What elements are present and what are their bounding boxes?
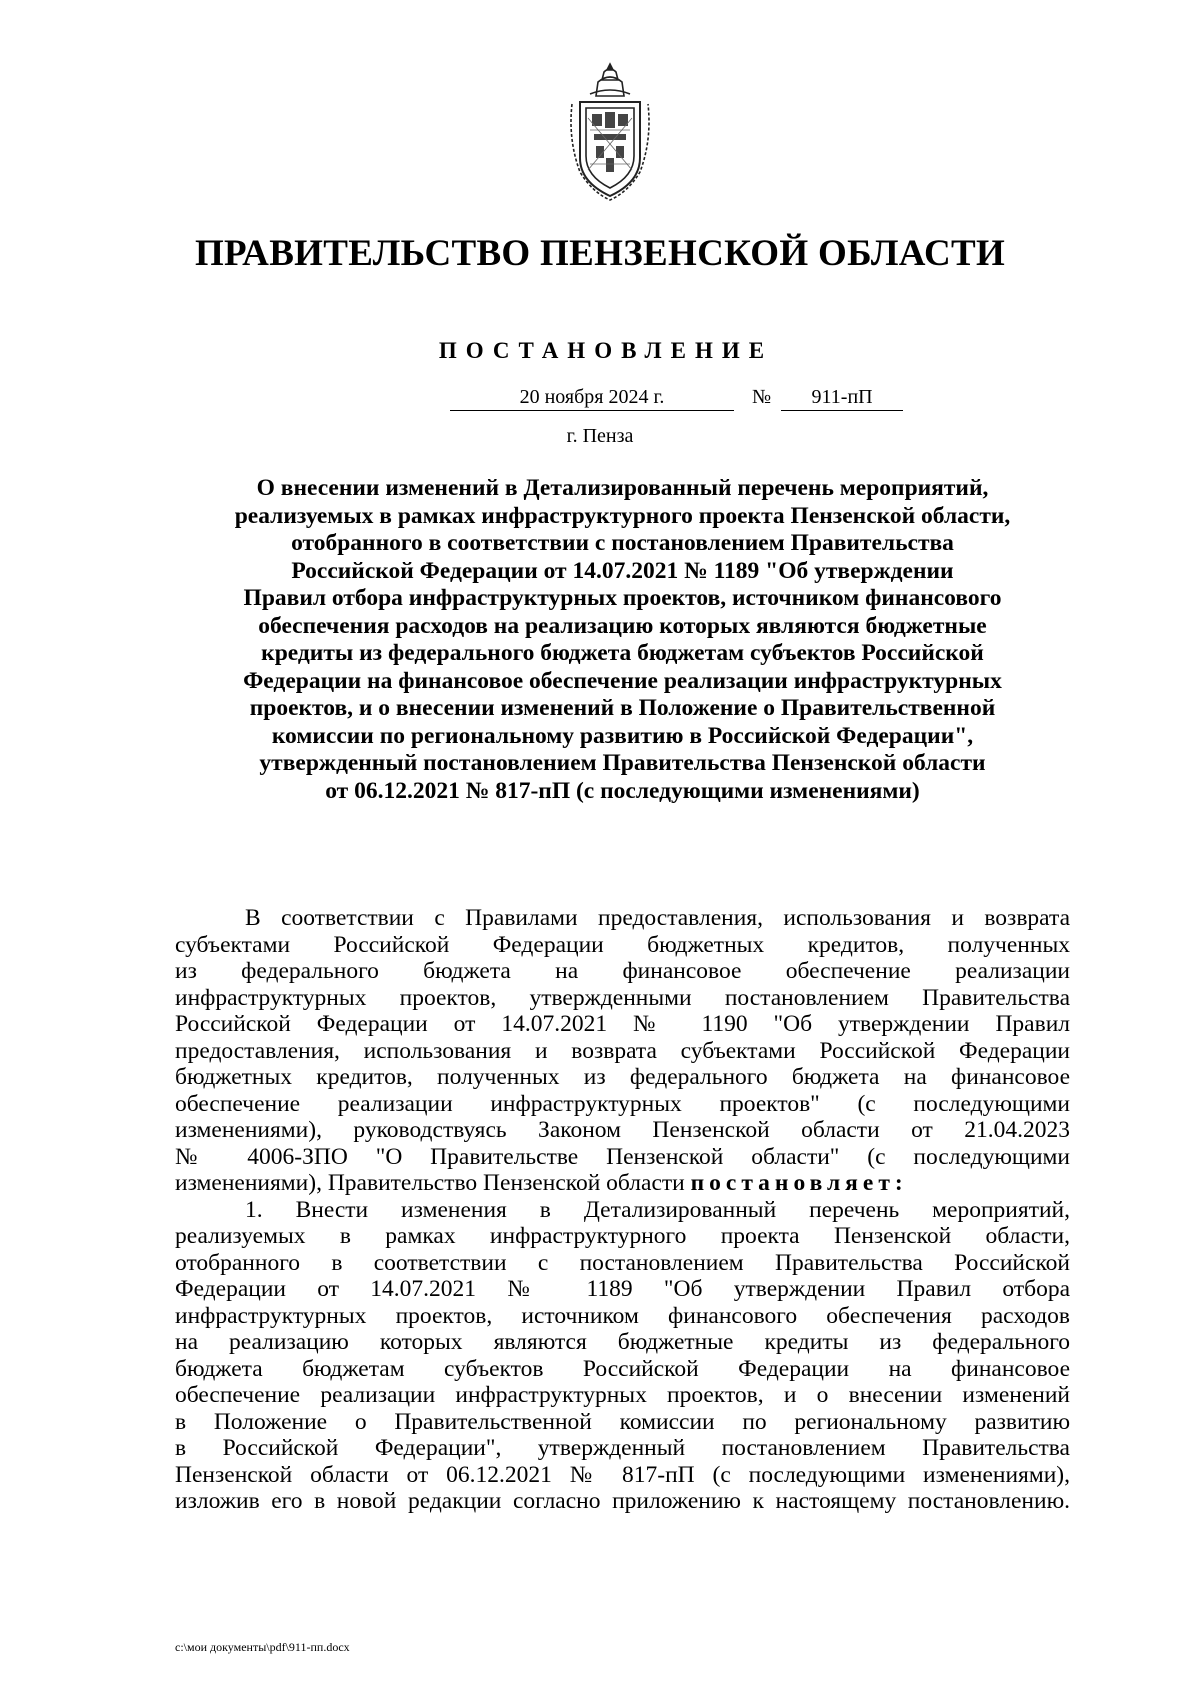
- subject-line: Российской Федерации от 14.07.2021 № 1189 "Об утверждении: [291, 557, 954, 584]
- decree-word: постановляет:: [690, 1170, 908, 1196]
- city: г. Пенза: [566, 425, 634, 447]
- subject-line: отобранного в соответствии с постановлением Правительства: [291, 530, 954, 556]
- document-body: [175, 905, 1070, 1515]
- item-line: в Положение о Правительственной комиссии по региональному развитию: [175, 1408, 1070, 1435]
- subject-line: реализуемых в рамках инфраструктурного проекта Пензенской области,: [234, 502, 1011, 529]
- government-title: ПРАВИТЕЛЬСТВО ПЕНЗЕНСКОЙ ОБЛАСТИ: [194, 233, 1006, 274]
- body-line: Российской Федерации от 14.07.2021 № 1190 "Об утверждении Правил: [175, 1011, 1070, 1037]
- file-path-footer: c:\мои документы\pdf\911-пп.docx: [175, 1640, 350, 1654]
- item-line: изложив его в новой редакции согласно приложению к настоящему постановлению.: [175, 1488, 1070, 1514]
- subject-line: утвержденный постановлением Правительства Пензенской области: [259, 750, 986, 776]
- item-line: в Российской Федерации", утвержденный постановлением Правительства: [175, 1435, 1070, 1461]
- document-subject: [175, 475, 1070, 805]
- body-line: изменениями), руководствуясь Законом Пензенской области от 21.04.2023: [175, 1117, 1070, 1143]
- body-line: предоставления, использования и возврата субъектами Российской Федерации: [175, 1037, 1070, 1064]
- item-line: Пензенской области от 06.12.2021 № 817-пП (с последующими изменениями),: [175, 1461, 1070, 1488]
- body-line-decree: [175, 1170, 1070, 1197]
- document-type: ПОСТАНОВЛЕНИЕ: [438, 338, 774, 363]
- body-line: инфраструктурных проектов, утвержденными постановлением Правительства: [175, 984, 1070, 1011]
- subject-line: кредиты из федерального бюджета бюджетам субъектов Российской: [261, 640, 984, 666]
- subject-line: комиссии по региональному развитию в Российской Федерации",: [271, 722, 974, 749]
- date-number-row: [450, 384, 903, 411]
- document-number: 911-пП: [781, 384, 903, 411]
- body-line: бюджетных кредитов, полученных из федерального бюджета на финансовое: [175, 1064, 1070, 1090]
- number-sign: №: [752, 386, 772, 408]
- subject-line: проектов, и о внесении изменений в Положение о Правительственной: [249, 695, 996, 721]
- body-line-prefix: изменениями), Правительство Пензенской области: [175, 1170, 685, 1196]
- subject-line: от 06.12.2021 № 817-пП (с последующими изменениями): [325, 777, 920, 804]
- body-line: обеспечение реализации инфраструктурных проектов" (с последующими: [175, 1090, 1070, 1117]
- subject-line: О внесении изменений в Детализированный перечень мероприятий,: [256, 475, 989, 501]
- body-line: № 4006-ЗПО "О Правительстве Пензенской области" (с последующими: [175, 1143, 1070, 1170]
- subject-line: Правил отбора инфраструктурных проектов, источником финансового: [243, 585, 1002, 611]
- item-line: 1. Внести изменения в Детализированный перечень мероприятий,: [245, 1196, 1070, 1223]
- item-line: Федерации от 14.07.2021 № 1189 "Об утверждении Правил отбора: [175, 1276, 1070, 1302]
- item-line: отобранного в соответствии с постановлением Правительства Российской: [175, 1249, 1070, 1276]
- body-line: субъектами Российской Федерации бюджетных кредитов, полученных: [175, 931, 1070, 958]
- body-line: В соответствии с Правилами предоставления, использования и возврата: [245, 905, 1070, 931]
- coat-of-arms-emblem: [560, 60, 660, 210]
- body-line: из федерального бюджета на финансовое обеспечение реализации: [175, 958, 1070, 984]
- item-line: инфраструктурных проектов, источником финансового обеспечения расходов: [175, 1302, 1070, 1329]
- document-date: 20 ноября 2024 г.: [450, 384, 734, 411]
- item-line: реализуемых в рамках инфраструктурного проекта Пензенской области,: [175, 1223, 1070, 1249]
- subject-line: обеспечения расходов на реализацию которых являются бюджетные: [258, 612, 987, 639]
- item-line: обеспечение реализации инфраструктурных проектов, и о внесении изменений: [175, 1382, 1070, 1408]
- subject-line: Федерации на финансовое обеспечение реализации инфраструктурных: [243, 667, 1002, 694]
- item-line: на реализацию которых являются бюджетные кредиты из федерального: [175, 1329, 1070, 1355]
- item-line: бюджета бюджетам субъектов Российской Федерации на финансовое: [175, 1355, 1070, 1382]
